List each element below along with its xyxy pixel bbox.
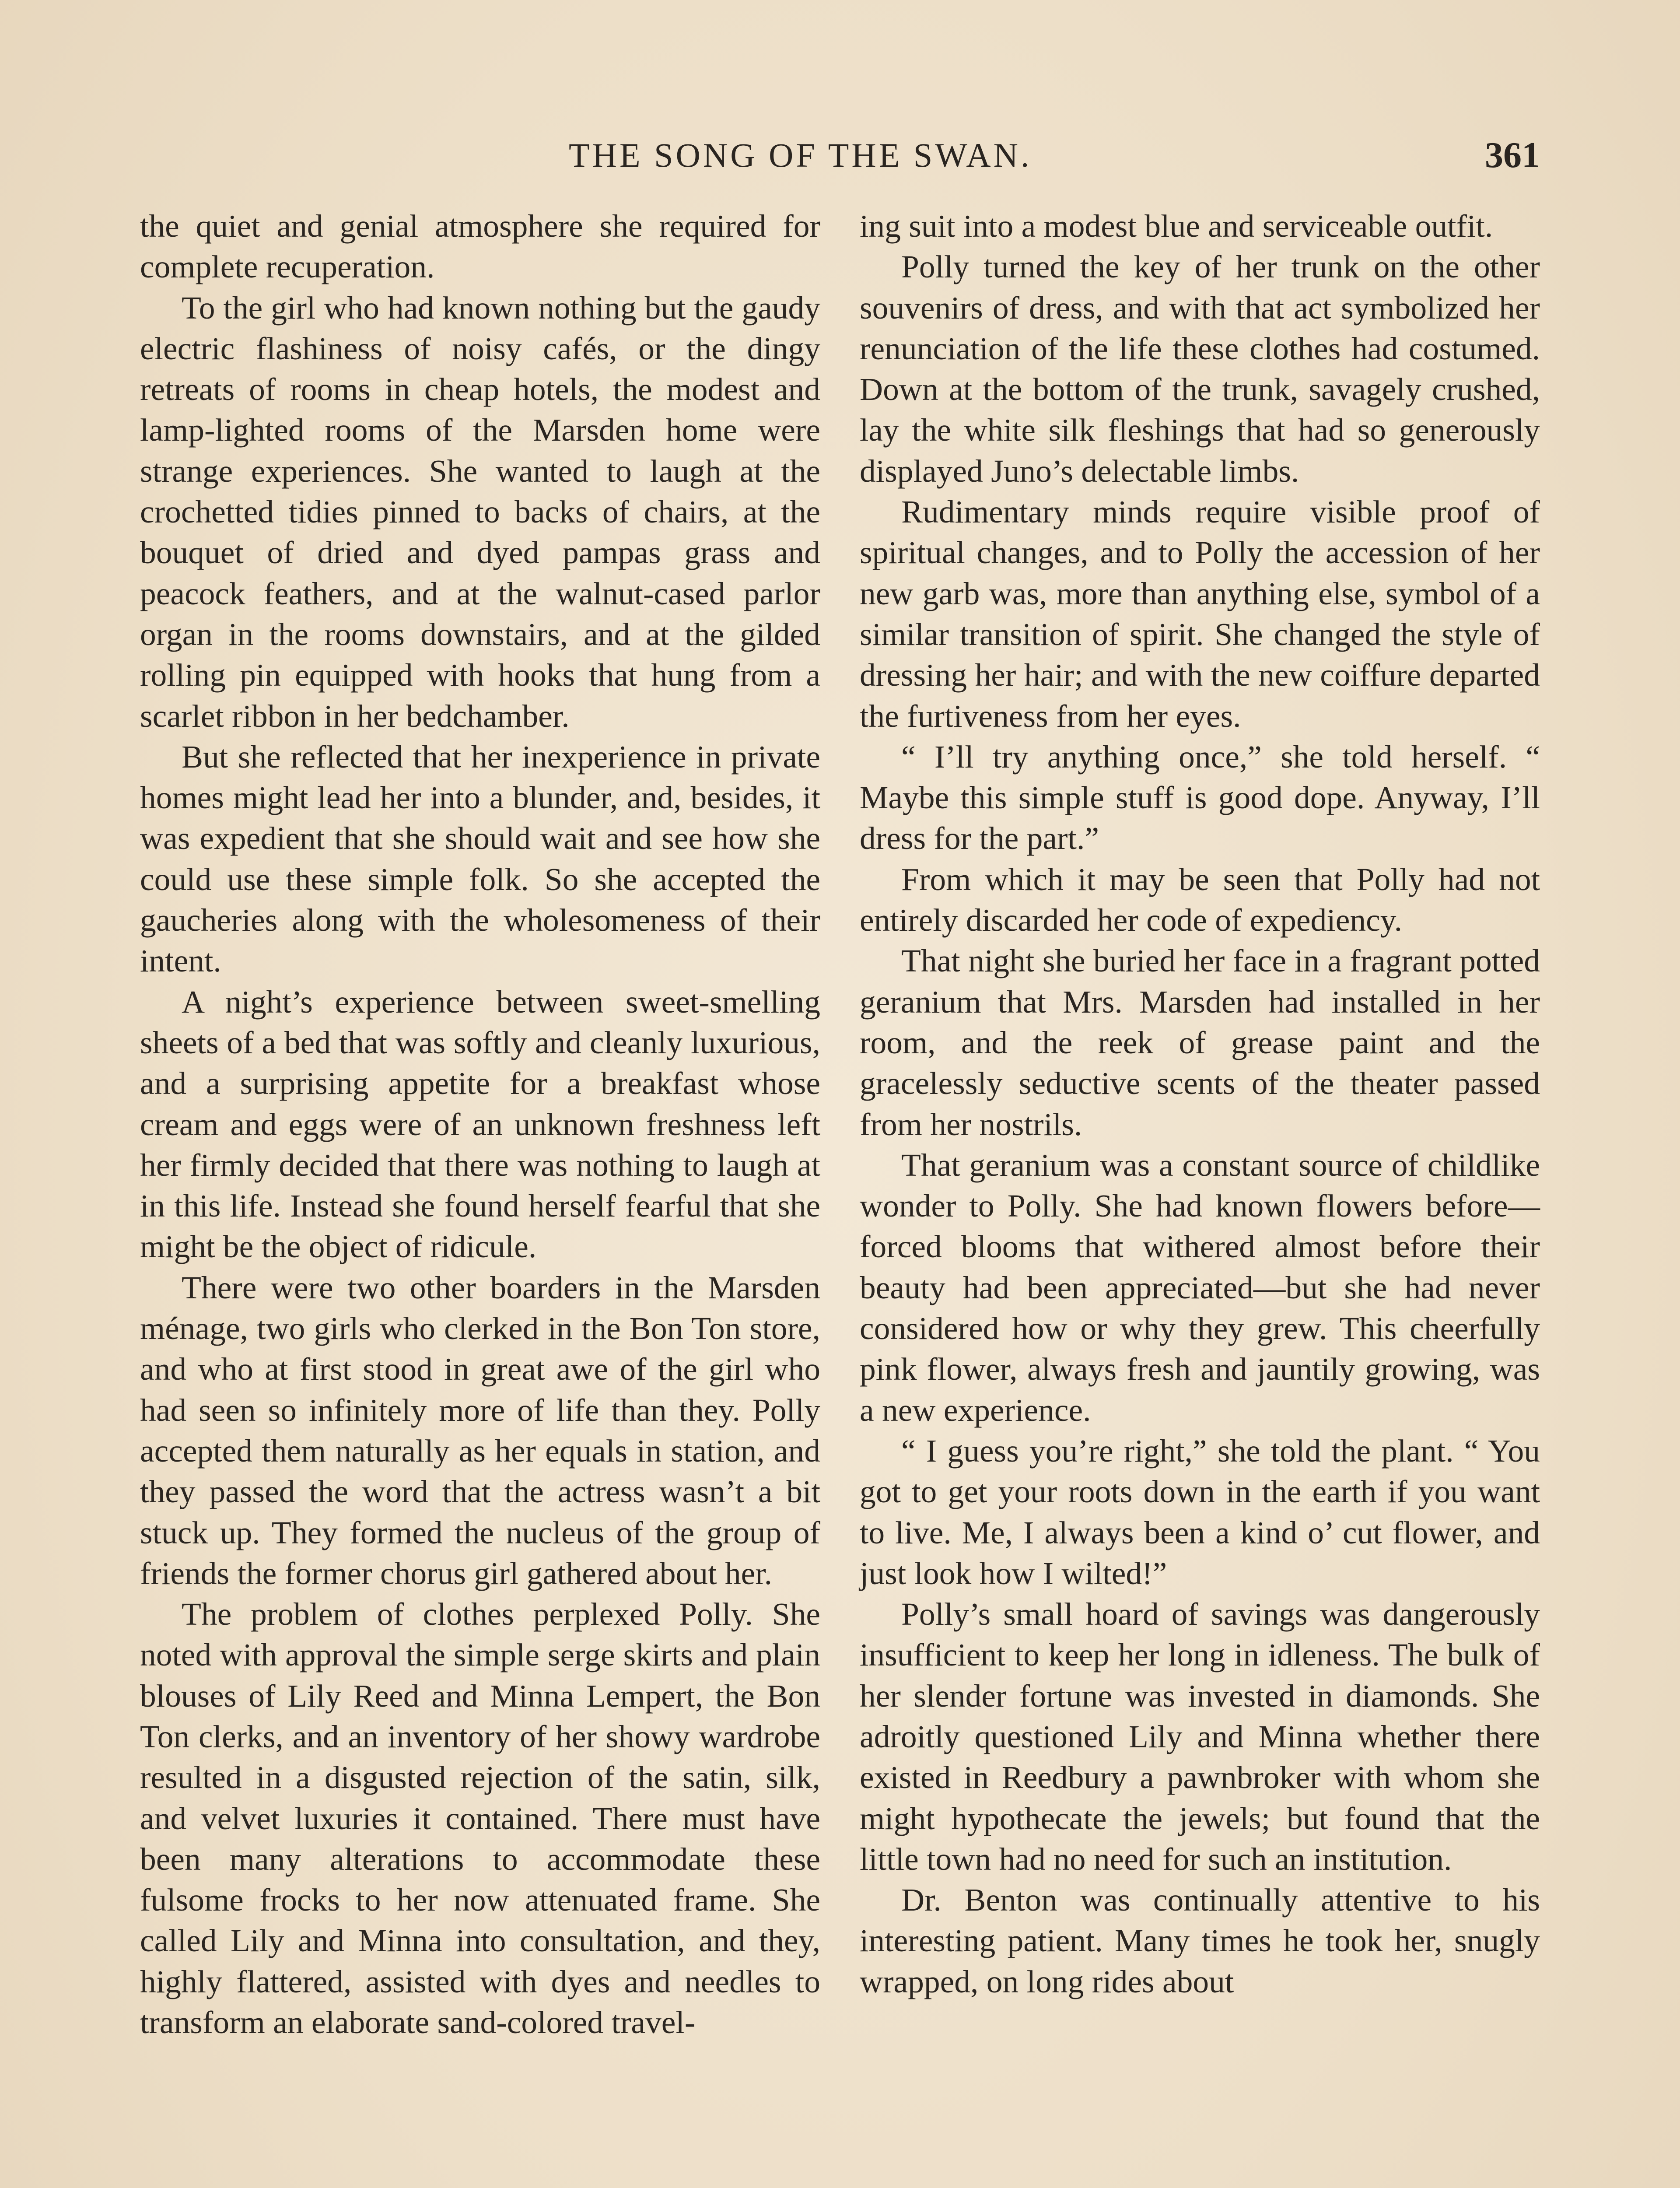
paragraph: To the girl who had known nothing but the gaudy electric flashiness of noisy cafés, or the dingy retreats of rooms in cheap hotels, the modest and lamp-lighted rooms of the Marsden home were strange experiences. She wanted to laugh at the crochetted tidies pinned to backs of chairs, at the bouquet of dried and dyed pampas grass and peacock feathers, and at the walnut-cased parlor organ in the rooms downstairs, and at the gilded rolling pin equipped with hooks that hung from a scarlet ribbon in her bedchamber. [140,290,820,734]
paragraph: The problem of clothes perplexed Polly. She noted with approval the simple serge skirts and plain blouses of Lily Reed and Minna Lempert, the Bon Ton clerks, and an inventory of her showy wardrobe resulted in a disgusted rejection of the satin, silk, and velvet luxuries it contained. There must have been many alterations to accommodate these fulsome frocks to her now attenuated frame. She called Lily and Minna into consultation, and they, highly flattered, assisted with dyes and needles to transform an elaborate sand-colored travel- [140,1596,820,2041]
paragraph: Dr. Benton was continually attentive to his interesting patient. Many times he took her, snugly wrapped, on long rides about [860,1882,1540,1999]
left-column [140,206,820,2043]
right-column [860,206,1540,2002]
paragraph: “ I guess you’re right,” she told the plant. “ You got to get your roots down in the earth if you want to live. Me, I always been a kind o’ cut flower, and just look how I wilted!” [860,1433,1540,1591]
paragraph: Polly turned the key of her trunk on the other souvenirs of dress, and with that act symbolized her renunciation of the life these clothes had costumed. Down at the bottom of the trunk, savagely crushed, lay the white silk fleshings that had so generously displayed Juno’s delectable limbs. [860,249,1540,489]
paragraph: Rudimentary minds require visible proof of spiritual changes, and to Polly the accession of her new garb was, more than anything else, symbol of a similar transition of spirit. She changed the style of dressing her hair; and with the new coiffure departed the furtiveness from her eyes. [860,494,1540,734]
paragraph: That geranium was a constant source of childlike wonder to Polly. She had known flowers before—forced blooms that withered almost before their beauty had been appreciated—but she had never considered how or why they grew. This cheerfully pink flower, always fresh and jauntily growing, was a new experience. [860,1147,1540,1428]
paragraph: Polly’s small hoard of savings was dangerously insufficient to keep her long in idleness. The bulk of her slender fortune was invested in diamonds. She adroitly questioned Lily and Minna whether there existed in Reedbury a pawnbroker with whom she might hypothecate the jewels; but found that the little town had no need for such an institution. [860,1596,1540,1877]
running-header [140,127,1540,184]
running-title: THE SONG OF THE SWAN. [569,136,1032,174]
paragraph: But she reflected that her inexperience in private homes might lead her into a blunder, and, besides, it was expedient that she should wait and see how she could use these simple folk. So she accepted the gaucheries along with the wholesomeness of their intent. [140,739,820,979]
paragraph: A night’s experience between sweet-smelling sheets of a bed that was softly and cleanly luxurious, and a surprising appetite for a breakfast whose cream and eggs were of an unknown freshness left her firmly decided that there was nothing to laugh at in this life. Instead she found herself fearful that she might be the object of ridicule. [140,984,820,1265]
paragraph: From which it may be seen that Polly had not entirely discarded her code of expediency. [860,861,1540,938]
paragraph: the quiet and genial atmosphere she required for complete recuperation. [140,208,820,285]
page-number: 361 [1485,135,1540,175]
paragraph: “ I’ll try anything once,” she told herself. “ Maybe this simple stuff is good dope. Anyway, I’ll dress for the part.” [860,739,1540,856]
paragraph: That night she buried her face in a fragrant potted geranium that Mrs. Marsden had installed in her room, and the reek of grease paint and the gracelessly seductive scents of the theater passed from her nostrils. [860,943,1540,1142]
paragraph: There were two other boarders in the Marsden ménage, two girls who clerked in the Bon Ton store, and who at first stood in great awe of the girl who had seen so infinitely more of life than they. Polly accepted them naturally as her equals in station, and they passed the word that the actress wasn’t a bit stuck up. They formed the nucleus of the group of friends the former chorus girl gathered about her. [140,1269,820,1591]
paragraph: ing suit into a modest blue and serviceable outfit. [860,208,1493,244]
